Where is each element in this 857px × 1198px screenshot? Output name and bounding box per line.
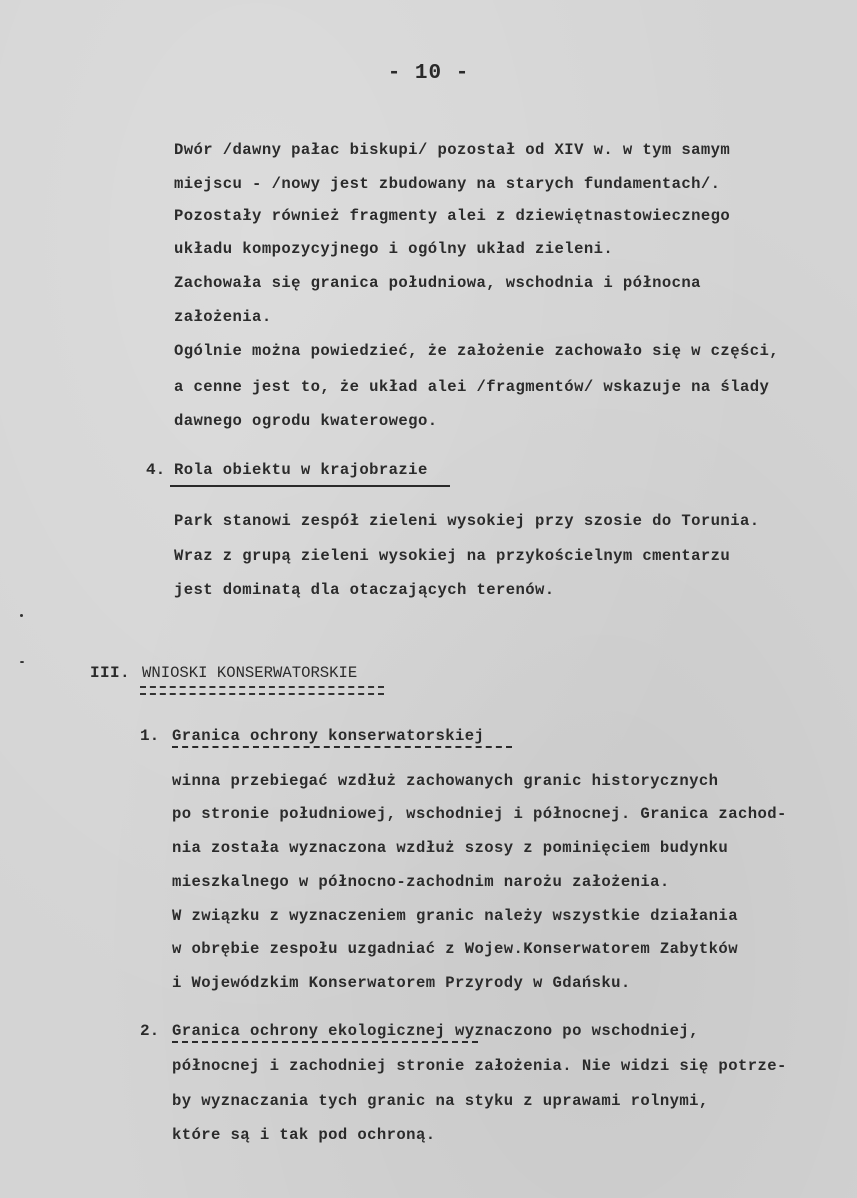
item-title: Granica ochrony konserwatorskiej <box>172 727 485 745</box>
item-line: by wyznaczania tych granic na styku z uprawami rolnymi, <box>172 1092 709 1110</box>
section-number: 4. <box>146 461 166 479</box>
item-line: w obrębie zespołu uzgadniać z Wojew.Konserwatorem Zabytków <box>172 940 738 958</box>
item-line: W związku z wyznaczeniem granic należy wszystkie działania <box>172 907 738 925</box>
chapter-number: III. <box>90 664 131 682</box>
title-underline <box>170 485 450 487</box>
item-line: po stronie południowej, wschodniej i północnej. Granica zachod- <box>172 805 787 823</box>
item-line: i Wojewódzkim Konserwatorem Przyrody w Gdańsku. <box>172 974 631 992</box>
paragraph-line: Pozostały również fragmenty alei z dziewiętnastowiecznego <box>174 207 731 225</box>
margin-mark <box>20 614 23 617</box>
item-first-line <box>172 1020 699 1042</box>
paragraph-line: założenia. <box>174 308 272 326</box>
item-title-underline <box>172 746 512 748</box>
item-number: 1. <box>140 727 160 745</box>
paragraph-line: Dwór /dawny pałac biskupi/ pozostał od XIV w. w tym samym <box>174 141 731 159</box>
margin-mark <box>20 661 24 663</box>
section-line: jest dominatą dla otaczających terenów. <box>174 581 555 599</box>
chapter-title-underline <box>140 686 384 695</box>
item-line: które są i tak pod ochroną. <box>172 1126 436 1144</box>
item-number: 2. <box>140 1022 160 1040</box>
section-line: Wraz z grupą zieleni wysokiej na przykościelnym cmentarzu <box>174 547 731 565</box>
paragraph-line: miejscu - /nowy jest zbudowany na starych fundamentach/. <box>174 175 721 193</box>
section-line: Park stanowi zespół zieleni wysokiej przy szosie do Torunia. <box>174 512 760 530</box>
chapter-title: WNIOSKI KONSERWATORSKIE <box>142 664 358 682</box>
section-title: Rola obiektu w krajobrazie <box>174 461 428 479</box>
item-title-underline <box>172 1041 478 1043</box>
item-line: winna przebiegać wzdłuż zachowanych granic historycznych <box>172 772 719 790</box>
item-line: mieszkalnego w północno-zachodnim narożu założenia. <box>172 873 670 891</box>
item-title-rest: wyznaczono po wschodniej, <box>445 1022 699 1040</box>
item-title: Granica ochrony ekologicznej <box>172 1022 446 1040</box>
item-line: północnej i zachodniej stronie założenia. Nie widzi się potrze- <box>172 1057 787 1075</box>
paragraph-line: dawnego ogrodu kwaterowego. <box>174 412 438 430</box>
item-line: nia została wyznaczona wzdłuż szosy z pominięciem budynku <box>172 839 729 857</box>
paragraph-line: Zachowała się granica południowa, wschodnia i północna <box>174 274 701 292</box>
page-number: - 10 - <box>387 62 470 85</box>
paragraph-line: układu kompozycyjnego i ogólny układ zieleni. <box>174 240 614 258</box>
paragraph-line: Ogólnie można powiedzieć, że założenie zachowało się w części, <box>174 342 779 360</box>
paragraph-line: a cenne jest to, że układ alei /fragmentów/ wskazuje na ślady <box>174 378 770 396</box>
